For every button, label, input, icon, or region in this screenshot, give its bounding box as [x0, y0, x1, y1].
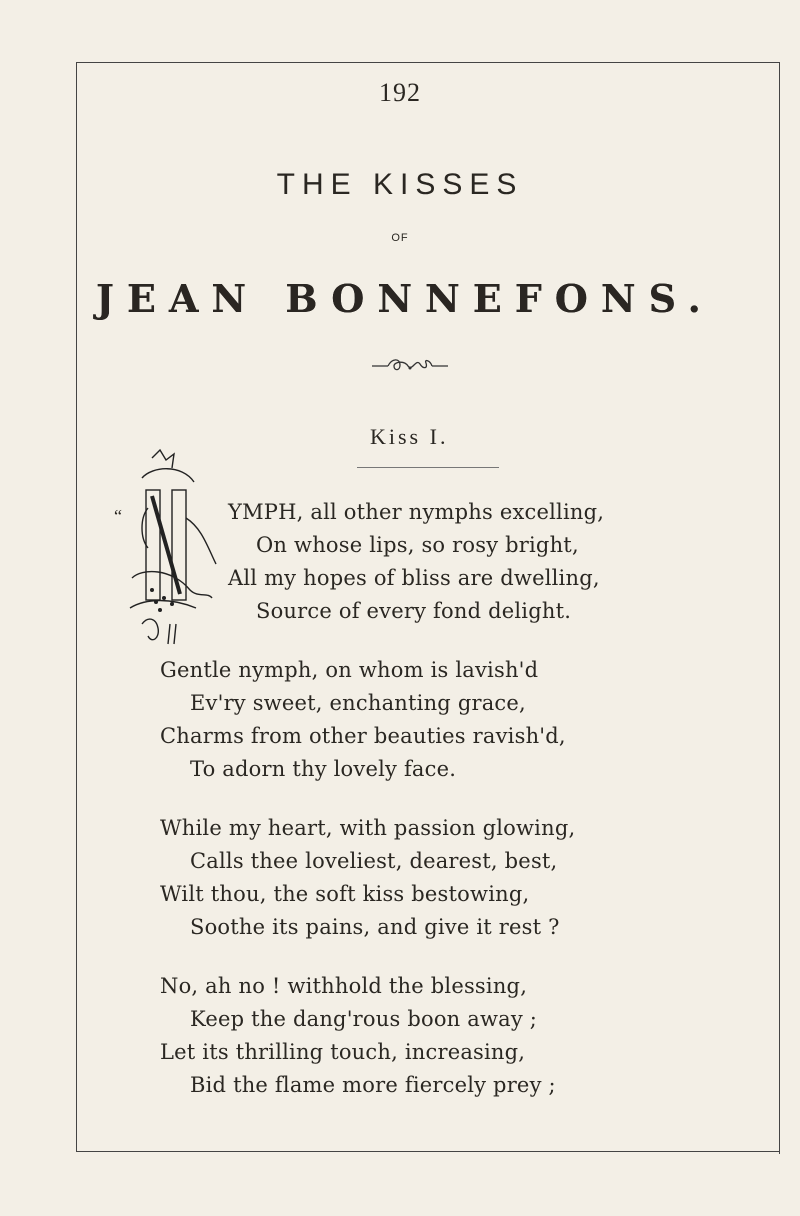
frame-rule-left — [76, 62, 77, 1152]
verse-line: YMPH, all other nymphs excelling, — [228, 500, 605, 524]
verse-line: No, ah no ! withhold the blessing, — [160, 974, 528, 998]
verse-line: Let its thrilling touch, increasing, — [160, 1040, 526, 1064]
verse-line: On whose lips, so rosy bright, — [256, 533, 579, 557]
verse-line: Calls thee loveliest, dearest, best, — [190, 849, 558, 873]
verse-line: Ev'ry sweet, enchanting grace, — [190, 691, 526, 715]
verse-line: Bid the flame more fiercely prey ; — [190, 1073, 556, 1097]
verse-line: Keep the dang'rous boon away ; — [190, 1007, 538, 1031]
author-name: JEAN BONNEFONS. — [96, 276, 714, 321]
frame-rule-bottom — [76, 1151, 780, 1152]
verse-line: Wilt thou, the soft kiss bestowing, — [160, 882, 530, 906]
page-number: 192 — [379, 78, 421, 107]
title-flourish-icon — [370, 354, 450, 376]
verse-line: While my heart, with passion glowing, — [160, 816, 576, 840]
verse-line: To adorn thy lovely face. — [190, 757, 457, 781]
frame-rule-top — [76, 62, 780, 63]
verse-line: All my hopes of bliss are dwelling, — [228, 566, 600, 590]
verse-line: Soothe its pains, and give it rest ? — [190, 915, 560, 939]
page-title: THE KISSES — [276, 168, 524, 201]
title-connector: OF — [391, 232, 409, 244]
verse-line: Gentle nymph, on whom is lavish'd — [160, 658, 539, 682]
opening-quote-mark: “ — [114, 506, 122, 526]
heading-divider — [357, 467, 499, 468]
verse-line: Source of every fond delight. — [256, 599, 572, 623]
section-heading: Kiss I. — [370, 424, 449, 449]
verse-line: Charms from other beauties ravish'd, — [160, 724, 566, 748]
frame-rule-right — [779, 62, 780, 1154]
ornamental-dropcap-n-icon — [112, 448, 232, 648]
